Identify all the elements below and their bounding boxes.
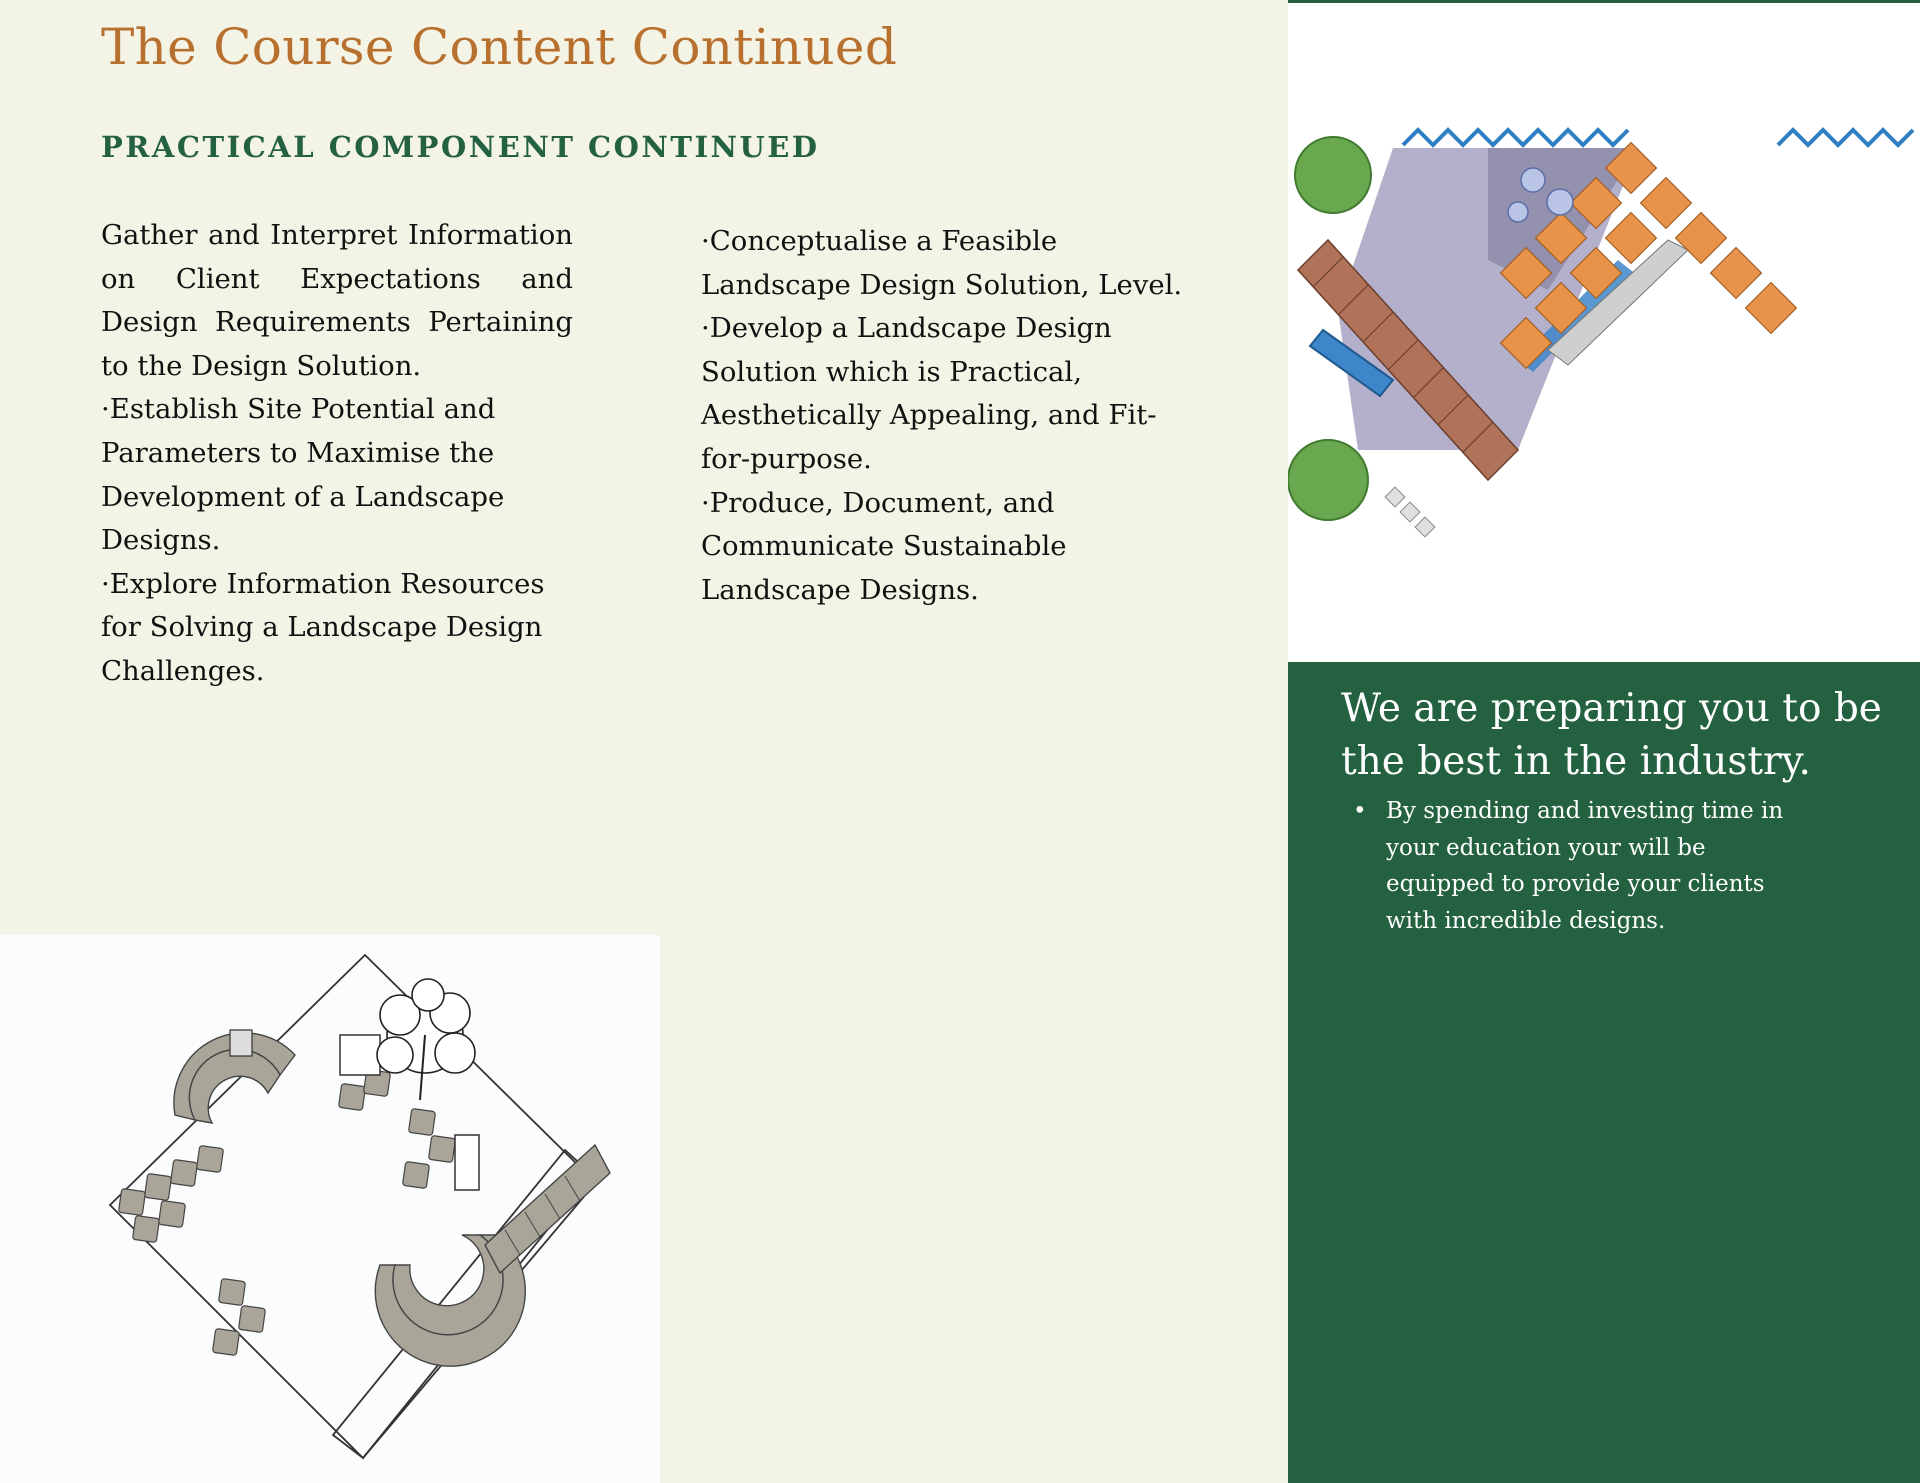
promo-tagline: We are preparing you to be the best in the industry. [1341,686,1882,784]
list-item [1341,793,1811,939]
list-item: ·Explore Information Resources for Solving a Landscape Design Challenges. [101,567,545,687]
list-item: ·Conceptualise a Feasible Landscape Design Solution, Level. [701,225,1183,301]
garden-sketch-image [0,935,660,1483]
content-column-left [101,214,573,694]
list-item: ·Develop a Landscape Design Solution which is Practical, Aesthetically Appealing, and Fit-for-purpose. [701,312,1157,475]
bullet-icon: • [1353,798,1367,824]
promo-bullet-list [1341,793,1811,939]
content-column-right [701,220,1191,612]
landscape-plan-image [1288,120,1920,680]
bullet-text: By spending and investing time in your education your will be equipped to provide your clients with incredible designs. [1386,798,1784,934]
section-subtitle: PRACTICAL COMPONENT CONTINUED [101,130,820,164]
intro-paragraph: Gather and Interpret Information on Client Expectations and Design Requirements Pertaining to the Design Solution. [101,219,573,382]
list-item: ·Produce, Document, and Communicate Sustainable Landscape Designs. [701,486,1067,606]
list-item: ·Establish Site Potential and Parameters to Maximise the Development of a Landscape Designs. [101,393,505,557]
page-title: The Course Content Continued [101,18,898,76]
top-divider [1288,0,1920,3]
promo-panel [1288,662,1920,1483]
